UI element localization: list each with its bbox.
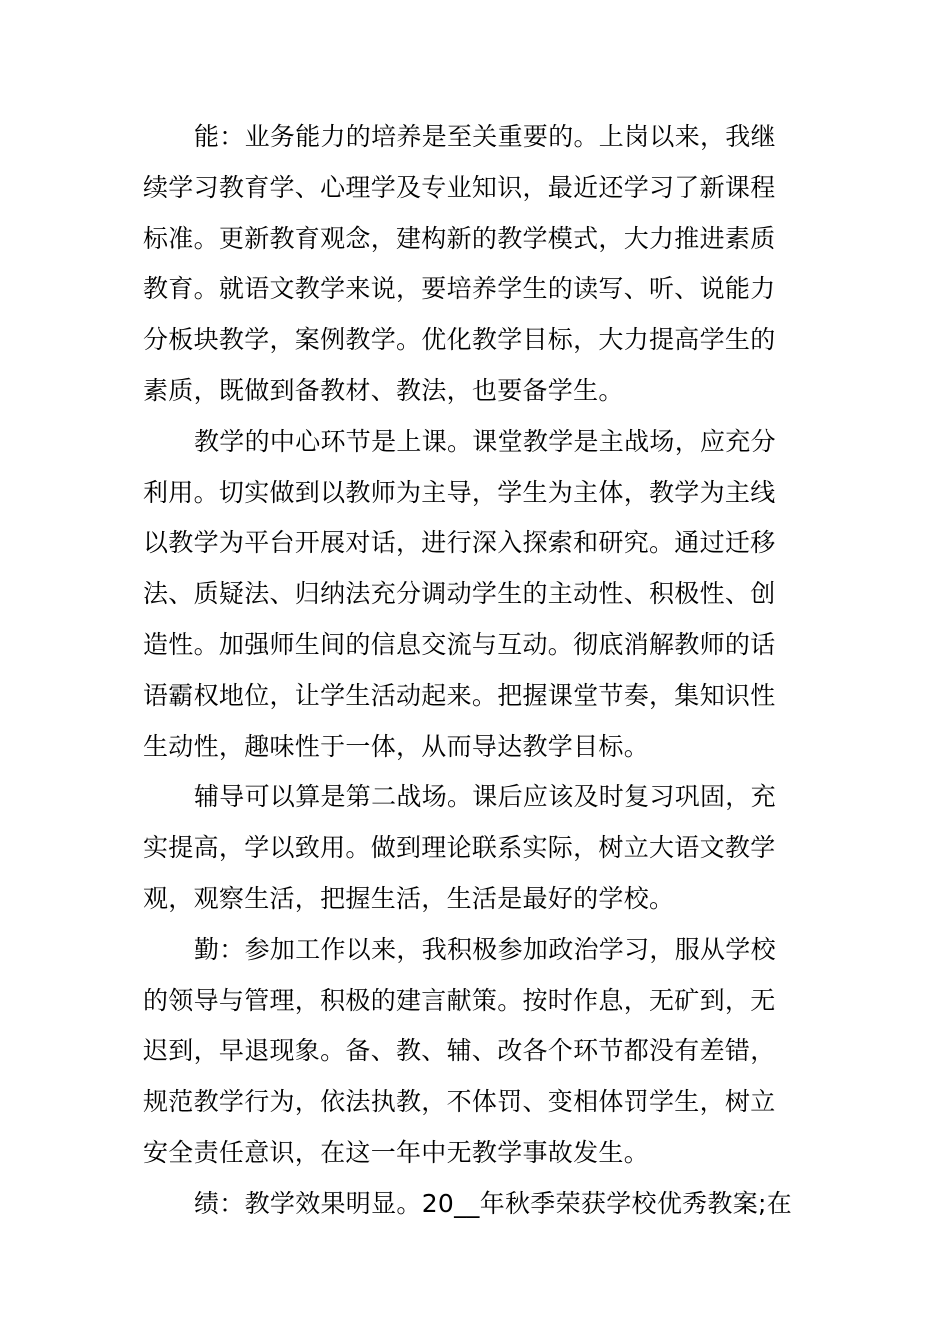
text-line: 观，观察生活，把握生活，生活是最好的学校。	[143, 883, 675, 913]
text-line: 素质，既做到备教材、教法，也要备学生。	[143, 375, 624, 405]
text-line: 法、质疑法、归纳法充分调动学生的主动性、积极性、创	[143, 579, 776, 609]
text-line: 绩：教学效果明显。20__年秋季荣获学校优秀教案;在	[194, 1188, 793, 1218]
text-line: 规范教学行为，依法执教，不体罚、变相体罚学生，树立	[143, 1087, 776, 1117]
text-line: 利用。切实做到以教师为主导，学生为主体，教学为主线	[143, 477, 776, 507]
text-line: 教育。就语文教学来说，要培养学生的读写、听、说能力	[143, 274, 776, 304]
text-line: 生动性，趣味性于一体，从而导达教学目标。	[143, 731, 650, 761]
paragraph-diligence	[143, 925, 807, 1179]
document-body	[143, 112, 807, 1230]
text-line: 勤：参加工作以来，我积极参加政治学习，服从学校	[194, 934, 776, 964]
text-line: 造性。加强师生间的信息交流与互动。彻底消解教师的话	[143, 629, 776, 659]
text-line: 以教学为平台开展对话，进行深入探索和研究。通过迁移	[143, 528, 776, 558]
text-line: 标准。更新教育观念，建构新的教学模式，大力推进素质	[143, 223, 776, 253]
text-line: 教学的中心环节是上课。课堂教学是主战场，应充分	[194, 426, 776, 456]
paragraph-classroom	[143, 417, 807, 773]
paragraph-achievement	[143, 1179, 807, 1230]
text-line: 安全责任意识，在这一年中无教学事故发生。	[143, 1137, 650, 1167]
text-line: 迟到，早退现象。备、教、辅、改各个环节都没有差错，	[143, 1036, 776, 1066]
text-line: 辅导可以算是第二战场。课后应该及时复习巩固，充	[194, 782, 776, 812]
text-line: 分板块教学，案例教学。优化教学目标，大力提高学生的	[143, 325, 776, 355]
text-line: 的领导与管理，积极的建言献策。按时作息，无矿到，无	[143, 985, 776, 1015]
paragraph-ability	[143, 112, 807, 417]
text-line: 续学习教育学、心理学及专业知识，最近还学习了新课程	[143, 172, 776, 202]
text-line: 语霸权地位，让学生活动起来。把握课堂节奏，集知识性	[143, 680, 776, 710]
text-line: 实提高，学以致用。做到理论联系实际，树立大语文教学	[143, 833, 776, 863]
paragraph-tutoring	[143, 772, 807, 924]
text-line: 能：业务能力的培养是至关重要的。上岗以来，我继	[194, 122, 776, 151]
